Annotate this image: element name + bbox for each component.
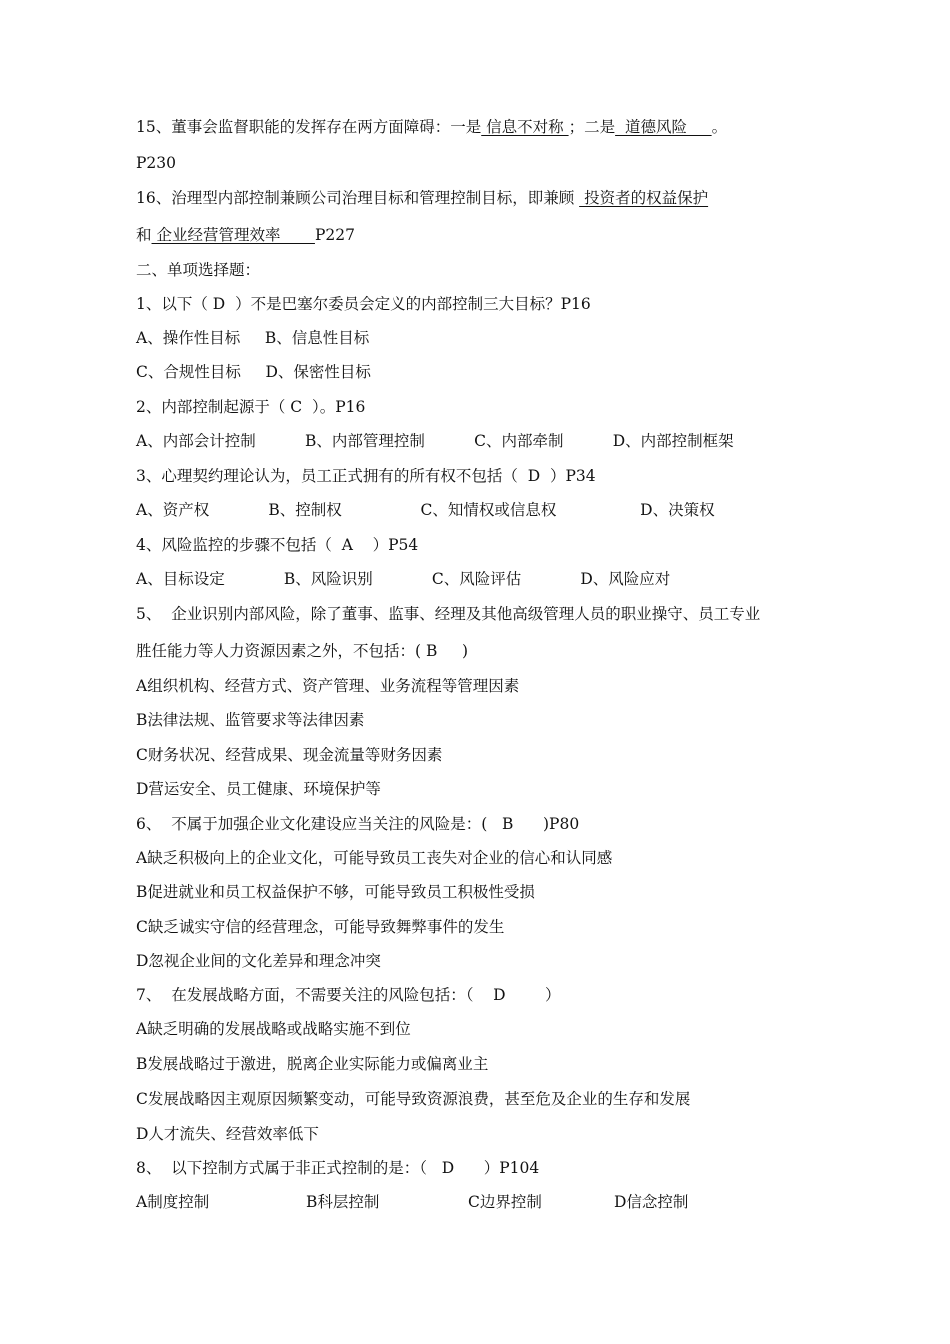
choice-3-options: A、资产权 B、控制权 C、知情权或信息权 D、决策权 [136,501,715,519]
q16-prefix: 16、治理型内部控制兼顾公司治理目标和管理控制目标，即兼顾 [136,189,580,207]
choice-8-option-c: C边界控制 [468,1193,542,1211]
choice-2-question: 2、内部控制起源于（ C ）。P16 [136,398,366,416]
choice-2-options: A、内部会计控制 B、内部管理控制 C、内部牵制 D、内部控制框架 [136,432,734,450]
question-15-line1 [136,117,727,137]
choice-1-question: 1、以下（ D ）不是巴塞尔委员会定义的内部控制三大目标？P16 [136,295,591,313]
choice-5-question-line2: 胜任能力等人力资源因素之外，不包括：( B ) [136,642,469,660]
choice-5-option-a: A组织机构、经营方式、资产管理、业务流程等管理因素 [136,677,520,695]
question-16-line1 [136,188,708,208]
choice-8-question: 8、 以下控制方式属于非正式控制的是：（ D ）P104 [136,1159,540,1177]
q16-page: P227 [314,226,355,244]
choice-4-question: 4、风险监控的步骤不包括（ A ）P54 [136,536,419,554]
choice-7-option-c: C发展战略因主观原因频繁变动，可能导致资源浪费，甚至危及企业的生存和发展 [136,1090,691,1108]
choice-5-option-d: D营运安全、员工健康、环境保护等 [136,780,381,798]
choice-5-option-c: C财务状况、经营成果、现金流量等财务因素 [136,746,443,764]
choice-7-question: 7、 在发展战略方面，不需要关注的风险包括：（ D ） [136,986,561,1004]
question-16-line2 [136,225,355,245]
choice-8-option-b: B科层控制 [306,1193,380,1211]
choice-4-options: A、目标设定 B、风险识别 C、风险评估 D、风险应对 [136,570,671,588]
choice-1-options-ab: A、操作性目标 B、信息性目标 [136,329,370,347]
choice-7-option-d: D人才流失、经营效率低下 [136,1125,319,1143]
choice-5-question-line1: 5、 企业识别内部风险，除了董事、监事、经理及其他高级管理人员的职业操守、员工专业 [136,605,761,623]
choice-1-options-cd: C、合规性目标 D、保密性目标 [136,363,371,381]
choice-6-option-c: C缺乏诚实守信的经营理念，可能导致舞弊事件的发生 [136,918,505,936]
q15-answer-2: 道德风险 [615,118,712,136]
choice-7-option-b: B发展战略过于激进，脱离企业实际能力或偏离业主 [136,1055,489,1073]
choice-3-question: 3、心理契约理论认为，员工正式拥有的所有权不包括（ D ）P34 [136,467,596,485]
choice-8-option-a: A制度控制 [136,1193,210,1211]
choice-8-option-d: D信念控制 [614,1193,689,1211]
choice-6-option-d: D忽视企业间的文化差异和理念冲突 [136,952,381,970]
q15-prefix: 15、董事会监督职能的发挥存在两方面障碍：一是 [136,118,482,136]
q16-line2-prefix: 和 [136,226,152,244]
choice-6-option-a: A缺乏积极向上的企业文化，可能导致员工丧失对企业的信心和认同感 [136,849,613,867]
choice-6-question: 6、 不属于加强企业文化建设应当关注的风险是：( B )P80 [136,815,580,833]
q16-answer-2: 企业经营管理效率 [151,226,315,244]
choice-6-option-b: B促进就业和员工权益保护不够，可能导致员工积极性受损 [136,883,535,901]
section-2-heading: 二、单项选择题： [136,261,261,279]
q16-answer-1: 投资者的权益保护 [579,189,709,207]
q15-mid: ；二是 [568,118,616,136]
choice-7-option-a: A缺乏明确的发展战略或战略实施不到位 [136,1020,411,1038]
choice-5-option-b: B法律法规、监管要求等法律因素 [136,711,365,729]
q15-suffix: 。 [711,118,728,136]
q15-answer-1: 信息不对称 [481,118,569,136]
question-15-page: P230 [136,154,177,172]
